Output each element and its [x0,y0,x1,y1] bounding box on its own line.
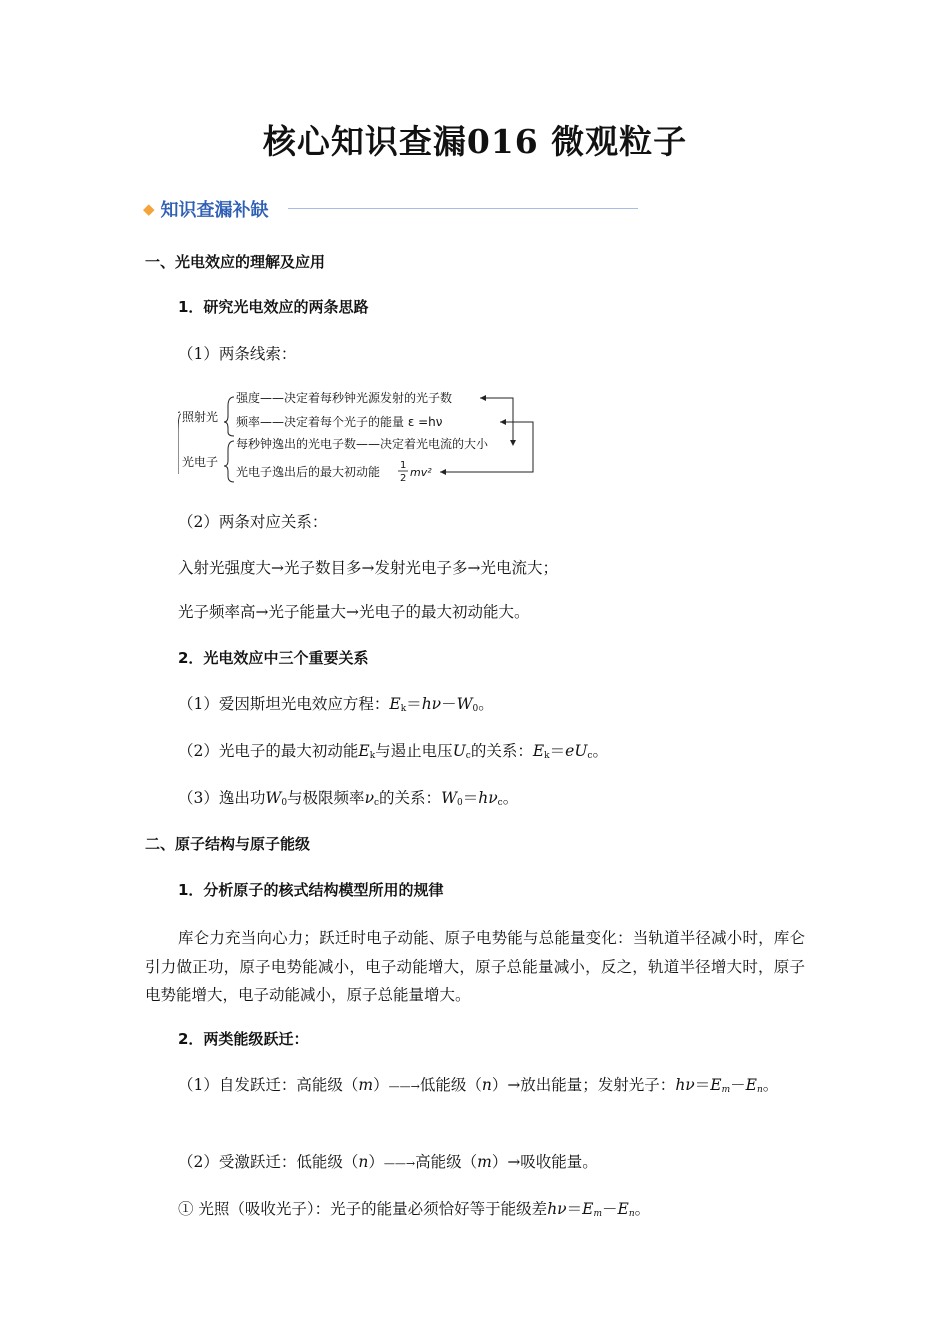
arrowhead-energy [440,469,446,475]
group-label-photoelectron: 光电子 [182,455,219,469]
banner-label: 知识查漏补缺 [160,200,269,221]
brace-incident-light [224,397,234,436]
arrowhead-current [510,440,516,446]
diamond-icon: ◆ [143,200,155,218]
section-heading-2: 二、原子结构与原子能级 [145,835,311,853]
stopping-voltage-relation: （2）光电子的最大初动能$E_k$与遏止电压$U_c$的关系：$E_k=eU_c$。 [178,742,608,761]
clue-label: （1）两条线索： [178,345,297,363]
subsection-heading-1-2: 2．光电效应中三个重要关系 [178,649,369,667]
relation-label: （2）两条对应关系： [178,513,328,531]
arrowhead-frequency [500,419,506,425]
section-heading-1: 一、光电效应的理解及应用 [145,253,326,271]
arrowhead-intensity [480,395,486,401]
group-label-incident-light: 照射光 [182,410,219,424]
work-function-relation: （3）逸出功$W_0$与极限频率$\nu_c$的关系：$W_0=h\nu_c$。 [178,789,519,808]
subsection-heading-2-2: 2．两类能级跃迁： [178,1030,309,1048]
einstein-equation: （1）爱因斯坦光电效应方程：$E_k=h\nu-W_0$。 [178,695,494,714]
coulomb-paragraph: 库仑力充当向心力；跃迁时电子动能、原子电势能与总能量变化：当轨道半径减小时，库仑引力做正功，原子电势能减小，电子动能增大，原子总能量减小，反之，轨道半径增大时，原子电势能增大，电子动能减小，原子总能量增大。 [145,929,805,1004]
photoelectric-diagram [178,384,558,494]
fraction-tail: mv² [410,466,432,479]
banner-divider [288,208,638,209]
diagram-line-max-kinetic-energy: 光电子逸出后的最大初动能 [236,465,381,479]
subsection-heading-1-1: 1．研究光电效应的两条思路 [178,298,369,316]
fraction-numerator: 1 [400,460,407,471]
subsection-heading-2-1: 1．分析原子的核式结构模型所用的规律 [178,881,444,899]
brace-photoelectron [224,441,234,482]
diagram-line-frequency: 频率——决定着每个光子的能量 ε =hν [236,415,443,429]
light-absorption: ① 光照（吸收光子）：光子的能量必须恰好等于能级差$h\nu=E_m-E_n$。 [178,1200,651,1219]
outer-brace-line [178,414,181,474]
relation-intensity: 入射光强度大→光子数目多→发射光电子多→光电流大； [178,559,558,577]
relation-frequency: 光子频率高→光子能量大→光电子的最大初动能大。 [178,603,530,621]
fraction-denominator: 2 [400,473,407,484]
diagram-line-photoelectron-count: 每秒钟逸出的光电子数——决定着光电流的大小 [236,437,489,451]
excited-transition: （2）受激跃迁：低能级（n）——→高能级（m）→吸收能量。 [178,1153,598,1171]
page-title: 核心知识查漏016 微观粒子 [262,122,688,161]
section-banner [143,196,269,222]
spontaneous-transition: （1）自发跃迁：高能级（m）——→低能级（n）→放出能量；发射光子：$h\nu=E_m-E_n$。 [178,1076,779,1095]
diagram-line-intensity: 强度——决定着每秒钟光源发射的光子数 [236,391,453,405]
